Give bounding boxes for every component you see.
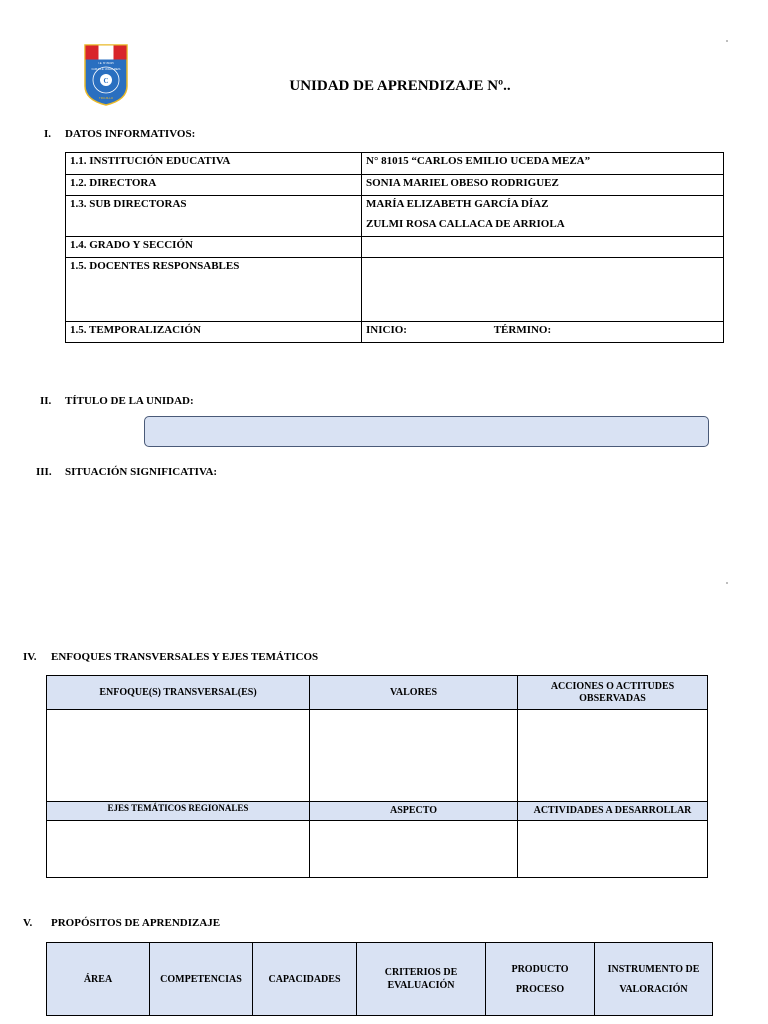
header-actividades: ACTIVIDADES A DESARROLLAR	[518, 802, 708, 821]
page-mark	[726, 40, 728, 42]
info-value	[362, 196, 724, 237]
page-mark	[726, 582, 728, 584]
info-label: 1.3. SUB DIRECTORAS	[66, 196, 362, 237]
section-2-numeral: II.	[40, 395, 52, 407]
propositos-table	[46, 942, 713, 1016]
document-title: UNIDAD DE APRENDIZAJE Nº..	[289, 78, 511, 94]
school-shield-logo	[84, 44, 128, 106]
header-competencias: COMPETENCIAS	[150, 943, 253, 1016]
header-instrumento: INSTRUMENTO DE	[607, 963, 700, 975]
info-label: 1.2. DIRECTORA	[66, 175, 362, 196]
header-ejes: EJES TEMÁTICOS REGIONALES	[47, 802, 310, 821]
enfoques-table	[46, 675, 708, 878]
logo-text-arc: CARLOS E. UCEDA MEZA	[91, 68, 121, 71]
info-value: N° 81015 “CARLOS EMILIO UCEDA MEZA”	[362, 153, 724, 175]
logo-text-bottom: TRUJILLO	[98, 96, 114, 100]
info-label: 1.5. TEMPORALIZACIÓN	[66, 322, 362, 343]
header-acciones: ACCIONES O ACTITUDES OBSERVADAS	[518, 676, 708, 710]
end-label: TÉRMINO:	[493, 324, 552, 336]
section-2-label: TÍTULO DE LA UNIDAD:	[65, 395, 194, 407]
header-enfoque: ENFOQUE(S) TRANSVERSAL(ES)	[47, 676, 310, 710]
info-value: SONIA MARIEL OBESO RODRIGUEZ	[362, 175, 724, 196]
enfoque-cell[interactable]	[47, 710, 310, 802]
section-4-label: ENFOQUES TRANSVERSALES Y EJES TEMÁTICOS	[51, 651, 319, 663]
section-4-numeral: IV.	[23, 651, 37, 663]
info-label: 1.5. DOCENTES RESPONSABLES	[66, 258, 362, 322]
header-valoracion: VALORACIÓN	[619, 983, 688, 995]
section-5-label: PROPÓSITOS DE APRENDIZAJE	[51, 917, 221, 929]
info-row-director	[66, 175, 724, 196]
header-valores: VALORES	[310, 676, 518, 710]
info-label: 1.1. INSTITUCIÓN EDUCATIVA	[66, 153, 362, 175]
header-producto: PRODUCTO	[511, 963, 569, 975]
valores-cell[interactable]	[310, 710, 518, 802]
header-aspecto: ASPECTO	[310, 802, 518, 821]
header-area: ÁREA	[47, 943, 150, 1016]
header-producto-proceso	[486, 943, 595, 1016]
section-1-label: DATOS INFORMATIVOS:	[65, 128, 196, 140]
ejes-body-row	[47, 821, 708, 878]
ejes-header-row	[47, 802, 708, 821]
section-3-label: SITUACIÓN SIGNIFICATIVA:	[65, 466, 218, 478]
info-row-subdirectors	[66, 196, 724, 237]
subdirector-2: ZULMI ROSA CALLACA DE ARRIOLA	[366, 218, 565, 230]
subdirector-1: MARÍA ELIZABETH GARCÍA DÍAZ	[366, 198, 549, 210]
info-value[interactable]	[362, 258, 724, 322]
ejes-cell[interactable]	[47, 821, 310, 878]
header-instrumento-valoracion	[595, 943, 713, 1016]
section-5-numeral: V.	[23, 917, 33, 929]
info-label: 1.4. GRADO Y SECCIÓN	[66, 237, 362, 258]
enfoques-header-row	[47, 676, 708, 710]
acciones-cell[interactable]	[518, 710, 708, 802]
info-row-institution	[66, 153, 724, 175]
info-row-grade	[66, 237, 724, 258]
info-row-timing	[66, 322, 724, 343]
section-3-numeral: III.	[36, 466, 52, 478]
info-row-teachers	[66, 258, 724, 322]
info-value	[362, 322, 724, 343]
actividades-cell[interactable]	[518, 821, 708, 878]
logo-text-top: I.E. Nº 81015	[98, 62, 114, 65]
svg-text:C: C	[103, 77, 109, 85]
info-table	[65, 152, 724, 343]
section-1-numeral: I.	[44, 128, 52, 140]
header-criterios: CRITERIOS DE EVALUACIÓN	[357, 943, 486, 1016]
header-capacidades: CAPACIDADES	[253, 943, 357, 1016]
header-proceso: PROCESO	[515, 983, 565, 995]
unit-title-field[interactable]	[144, 416, 709, 447]
propositos-header-row	[47, 943, 713, 1016]
enfoques-body-row	[47, 710, 708, 802]
aspecto-cell[interactable]	[310, 821, 518, 878]
info-value[interactable]	[362, 237, 724, 258]
start-label: INICIO:	[366, 324, 407, 336]
